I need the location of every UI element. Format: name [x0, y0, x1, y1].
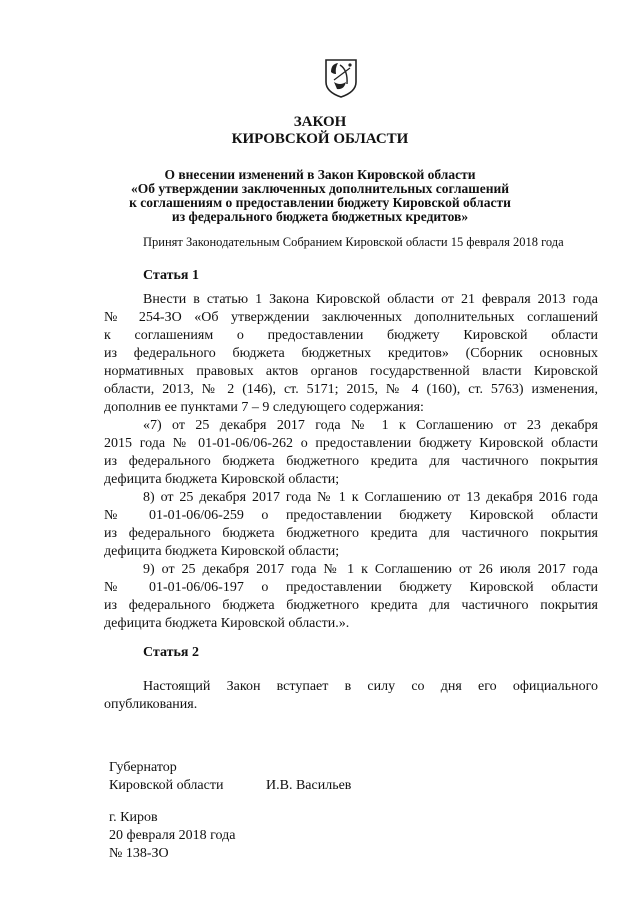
- article-1-text-line: Внести в статью 1 Закона Кировской области от 21 февраля 2013 года: [143, 292, 598, 307]
- article-1-text-line: 2015 года № 01-01-06/06-262 о предоставлении бюджету Кировской области: [104, 436, 598, 451]
- article-1-text-line: № 254-ЗО «Об утверждении заключенных дополнительных соглашений: [104, 310, 598, 325]
- issue-date: 20 февраля 2018 года: [109, 828, 236, 843]
- article-1-text-line: № 01-01-06/06-197 о предоставлении бюджету Кировской области: [104, 580, 598, 595]
- article-1-text-line: 9) от 25 декабря 2017 года № 1 к Соглашению от 26 июля 2017 года: [143, 562, 598, 577]
- signatory-position: Губернатор: [109, 760, 177, 775]
- article-1-text-line: к соглашениям о предоставлении бюджету Кировской области: [104, 328, 598, 343]
- article-1-text-line: 8) от 25 декабря 2017 года № 1 к Соглашению от 13 декабря 2016 года: [143, 490, 598, 505]
- article-1-text-line: «7) от 25 декабря 2017 года № 1 к Соглашению от 23 декабря: [143, 418, 598, 433]
- article-1-text-line: № 01-01-06/06-259 о предоставлении бюджету Кировской области: [104, 508, 598, 523]
- law-subtitle-line: к соглашениям о предоставлении бюджету Кировской области: [129, 195, 511, 210]
- article-2-text-line: опубликования.: [104, 697, 198, 712]
- article-1-text-line: дефицита бюджета Кировской области;: [104, 472, 340, 487]
- issue-city: г. Киров: [109, 810, 158, 825]
- article-1-text-line: из федерального бюджета бюджетного кредита для частичного покрытия: [104, 598, 598, 613]
- article-1-text-line: из федерального бюджета бюджетных кредитов» (Сборник основных: [104, 346, 598, 361]
- article-1-text-line: области, 2013, № 2 (146), ст. 5171; 2015, № 4 (160), ст. 5763) изменения,: [104, 382, 598, 397]
- article-1-text-line: дополнив ее пунктами 7 – 9 следующего содержания:: [104, 400, 424, 415]
- article-2-heading: Статья 2: [143, 645, 199, 660]
- law-subtitle-line: из федерального бюджета бюджетных кредитов»: [171, 209, 469, 224]
- article-2-text-line: Настоящий Закон вступает в силу со дня его официального: [143, 679, 598, 694]
- signatory-name: И.В. Васильев: [266, 778, 352, 793]
- article-1-text-line: дефицита бюджета Кировской области;: [104, 544, 340, 559]
- law-subtitle-line: О внесении изменений в Закон Кировской области: [164, 167, 476, 182]
- article-1-heading: Статья 1: [143, 268, 199, 283]
- law-subtitle-line: «Об утверждении заключенных дополнительных соглашений: [130, 181, 510, 196]
- region-title: КИРОВСКОЙ ОБЛАСТИ: [231, 131, 409, 147]
- adoption-note: Принят Законодательным Собранием Кировской области 15 февраля 2018 года: [143, 235, 564, 249]
- document-type-title: ЗАКОН: [293, 114, 347, 130]
- article-1-text-line: нормативных правовых актов органов государственной власти Кировской: [104, 364, 598, 379]
- article-1-text-line: из федерального бюджета бюджетного кредита для частичного покрытия: [104, 526, 598, 541]
- article-1-text-line: из федерального бюджета бюджетного кредита для частичного покрытия: [104, 454, 598, 469]
- signatory-region: Кировской области: [109, 778, 224, 793]
- law-number: № 138-ЗО: [109, 846, 169, 861]
- article-1-text-line: дефицита бюджета Кировской области.».: [104, 616, 350, 631]
- coat-of-arms-icon: [324, 58, 358, 98]
